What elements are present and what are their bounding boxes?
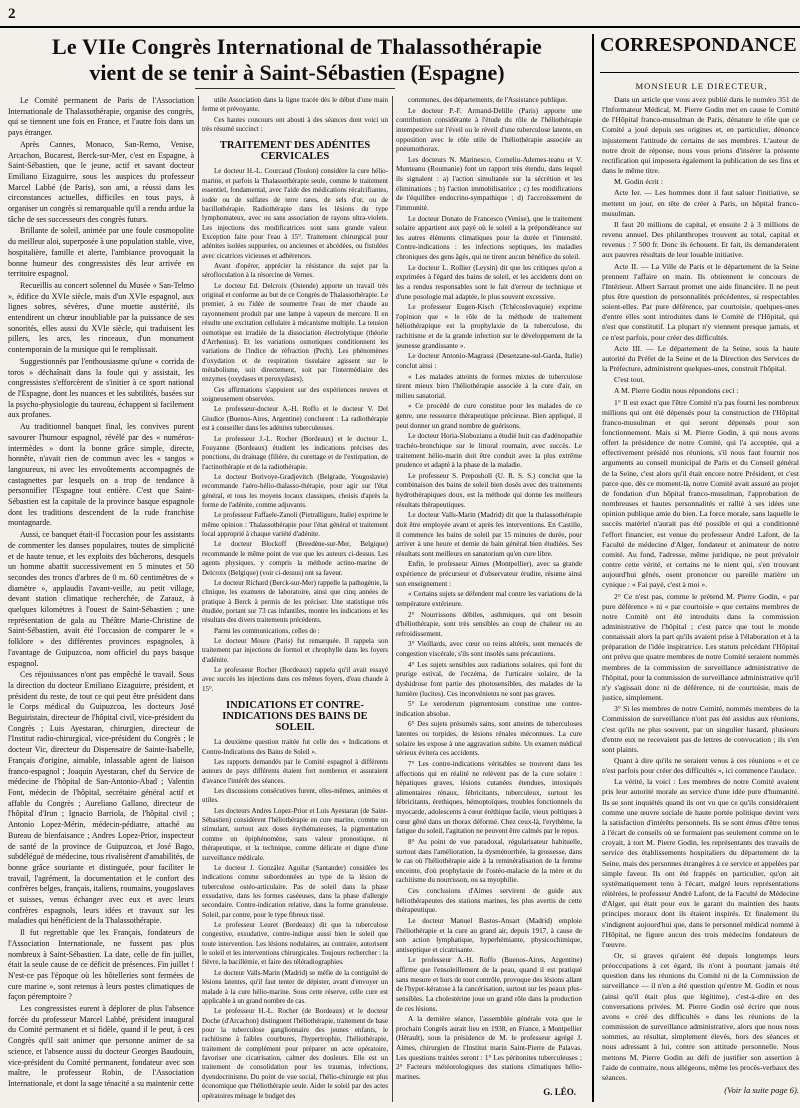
paragraph: La deuxième question traitée fut celle des « Indications et Contre-Indications des Bains de Soleil ». — [202, 738, 388, 756]
paragraph: Le docteur L. Rollier (Leysin) dit que les critiques qu'on a exprimées à l'égard des bains de soleil, et les accidents dont on les a rendus responsables sont le fait d'erreur de technique et d'une posologie mal adaptée, le plus souvent excessive. — [396, 263, 582, 301]
page-number: 2 — [8, 6, 16, 22]
paragraph: Le docteur Valls-Marin (Madrid) se méfie de la contiguïté de lésions latentes, qu'il faut tenter de dépister, avant d'envoyer un malade à la cure hélio-marine. Sous cette réserve, celle cure est applicable à un grand nombre de cas. — [202, 968, 388, 1005]
letter-paragraph: 1° Il est exact que l'être Comité n'a pas fourni les nombreux millions qui ont été dépensés pour la construction de l'Hôpital franco-musulman et qui seront dépensés pour son fonctionnement. Mais si M. Pierre Godin, à qui nous avons offert la présidence de notre Comité, qui l'a acceptée, qui a effectivement présidé nos réunions, s'il nous faut fournir nos arguments au conseil municipal de Paris et du Conseil général de la Seine, c'est alors qu'il était encore notre Président, et c'est parce que, dès ce moment-là, notre Comité avait assuré au projet de fondation d'un hôpital franco-musulman, l'approbation de nombreuses et hautes personnalités et rallié à ses idées une opinion publique amie du bien. La force morale, sans laquelle le succès matériel n'aurait pas été possible et qui a conditionné l'effort financier, est venue du professeur André Lafont, de la Faculté de médecine d'Alger, fondateur et animateur de notre comité. Au fond, l'adresse, même juridique, ne peut prévaloir contre cette vérité, et certains ne le nient qui, s'en trouvant aujourd'hui gênés, osent prononcer ou pareille matière un cynique : « Fai payé, c'est à moi ». — [602, 397, 799, 590]
paragraph: « Les malades atteints de formes mixtes de tuberculose tirent mieux bien l'héliothérapie associée à la cure d'air, en milieu sanatorial. — [396, 372, 582, 400]
header-divider — [195, 88, 395, 89]
column-divider — [392, 96, 393, 1102]
paragraph: A la dernière séance, l'assemblée générale vota que le prochain Congrès aurait lieu en 1938, en France, à Montpellier (Hérault), sous la présidence de M. le professeur agrégé J. Aimes, chirurgien de l'Institut marin Saint-Pierre de Palavas. Les questions traitées seront : 1° Les péritonites tuberculeuses ; 2° Facteurs météorologiques des stations climatiques hélio-marines. — [396, 1015, 582, 1081]
letter-paragraph: La vérité, la voici : Les membres de notre Comité avaient pris leur autorité morale au service d'une idée pure d'humanité. Ils se sont inquiétés quand ils ont vu que ce qu'ils considéraient comme une œuvre sociale de haute portée politique devint vers la satisfaction d'intérêts personnels. Ils se sont émus d'être tenus à l'écart de conseils où se formaient pas seulement comme on le croyait, à tort M. Pierre Godin, les représentants des travails de service des établissements hospitaliers du département de la Seine, mais des personnes étrangères à ce service et appelées par simple faveur. Ils ont été frappés en particulier, qu'on ait systématiquement tenu à l'écart, malgré leurs représentations réitérées, le professeur André Lafont, de la Faculté de Médecine d'Alger, qui était pour eux le garant du maintien des hauts principes moraux dont ils étaient inspirés. Et finalement ils s'indignent aujourd'hui que, dans le personnel médical nommé à l'Hôpital, ne figure aucun des trois médecins fondateurs de l'œuvre. — [602, 777, 799, 949]
paragraph: 5° Le xeroderum pigmentosum constitue une contre-indication absolue. — [396, 700, 582, 718]
paragraph: Aussi, ce banquet était-il l'occasion pour les assistants de commenter les danses populaires, toutes de simplicité et de haute tenue, et les exploits des bûcherons, desquels un homme abattit successivement en 5 minutes et 50 secondes des troncs d'arbres de 0 m. 60 centimètres de « diamètre », applaudis l'avant-veille, au petit village, devant station climatique recherchée, de Zarauz, à quelques kilomètres à l'ouest de Saint-Sébastien ; une représentation de gala au Théâtre Marie-Christine de Saint-Sébastien, avait été l'occasion de comparer le « folklore » des différentes provinces espagnoles, à l'avantage de Guipuzcoa, nom officiel du pays basque espagnol. — [8, 530, 194, 668]
paragraph: Le professeur-docteur A.-H. Roffo et le docteur V. Del Giudice (Buenos-Aires, Argentine) conclurent : La radiothérapie est à conseiller dans les adénites tuberculeuses. — [202, 405, 388, 433]
paragraph: 4° Les sujets sensibles aux radiations solaires, qui font du prurige estival, de l'eczéma, de l'urticaire solaire, de la dyshidrose font partie des photosensibles, des malades de la lumière (lucites). Ces inconvénients ne sont pas graves. — [396, 660, 582, 698]
paragraph: 7° Les contre-indications véritables se trouvent dans les affections qui en réalité ne relèvent pas de la cure solaire : hépatiques graves, lésions cutanées étendues, intoxiqués alimentaires rénaux, fébricitants, tuberculeux, surtout les fébricitants, érethiques, hémoptoïques, troubles fonctionnels du myocarde, adolescents à cœur éréthique facile, vieux poltiques à cœur gêné dans un thorax déformé. Chez ceux-là, l'erythème, la fatigue du soleil, l'agitation ne peuvent être calmés par le repos. — [396, 759, 582, 836]
letter-paragraph: 2° Ce n'est pas, comme le prétend M. Pierre Godin, « par pure déférence » ni « par courtoisie » que certains membres de notre Comité ont été introduits dans la commission administrative de l'hôpital ; c'est parce que tout le monde connaissait alors la part qu'ils avaient prise à l'élaboration et à la préparation de l'idée inspiratrice. Les statuts précédant l'Hôpital ont prévu que quatre membres de notre Comité seraient nommés membres de la commission de surveillance administrative de l'hôpital, pour la commission de surveillance administrative qu'il n'y s'agissait donc ni de déférence, ni de courtoisie, mais de justice, simplement. — [602, 591, 799, 703]
author-signature: G. LÉO. — [543, 1086, 576, 1097]
paragraph: Ces affirmations s'appuient sur des expériences neuves et soigneusement observées. — [202, 385, 388, 404]
paragraph: Le docteur Donato de Francesco (Venise), que le traitement solaire appartient aux payé où le soleil a la prépondérance sur les autres éléments climatiques pour la durée et l'intensité. Contre-indications : les infections septiques, les maladies chroniques des gens âgés, qui ne tirent aucun bénéfice du soleil. — [396, 214, 582, 261]
paragraph: Le professeur Eugen-Kisch (Tchécoslovaquie) exprime l'opinion que « le rôle de la méthode de traitement héliothérapique est la prophylaxie de la tuberculose, du rachitisme et de la grande infection sur le développement de la jeunesse grandissante ». — [396, 303, 582, 350]
paragraph: Le professeur J.-L. Rocher (Bordeaux) et le docteur L. Fouyanne (Bordeaux) étudient les indications précises des ponctions, du drainage (filière, du curettage et de l'extirpation, de l'actinothérapie et de la radiothérapie. — [202, 434, 388, 471]
paragraph: 2° Nourrissons débiles, asthmiques, qui ont besoin d'héliothérapie, sont très sensibles au coup de chaleur ou au refroidissement. — [396, 610, 582, 638]
letter-paragraph: C'est tout. — [614, 375, 645, 385]
paragraph: Le docteur Richard (Berck-sur-Mer) rappelle la pathogénie, la clinique, les examens de laboratoire, ainsi que cinq années de pratique à Berck à permis de les préciser. Une statistique très étudiée, portant sur 73 cas infantiles, montre les indications et les résultats des divers traitements précédents. — [202, 578, 388, 625]
letter-paragraph: Acte Ier. — Les hommes dont il faut saluer l'initiative, se mettent un jour, en tête de créer à Paris, un hôpital franco-musulman. — [602, 188, 799, 218]
paragraph: Le docteur Blockoff (Breedène-sur-Mer, Belgique) recommande le même point de vue que les auteurs ci-dessus. Les agents physiques, y compris la méthode actino-marine de Delcroix (Belgique) (voir ci-dessus) ont sa faveur. — [202, 540, 388, 577]
letter-body — [602, 95, 799, 1095]
paragraph: « Ce procédé de cure constitue pour les malades de ce genre, une ressource thérapeutique précieuse. Bien appliqué, il peut donner un grand nombre de guérisons. — [396, 402, 582, 430]
paragraph: Le professeur A.-H. Roffo (Buenos-Aires, Argentine) affirme que l'ensoleillement de la peau, quand il est pratiqué sans mesure et hors de tout contrôle, provoque des lésions allant de l'hyper-kératose à la cancérisation, surtout sur les peaux plus-sensibles. La cholestérine joue un grand rôle dans la production de ces lésions. — [396, 956, 582, 1013]
letter-paragraph: M. Godin écrit : — [614, 177, 663, 187]
paragraph: Les docteurs N. Marinesco, Corneliu-Ademes-teanu et V. Munteanu (Roumanie) font un rapport très étendu, dans lequel ils signalent : a) l'action simultanée sur la sécrétion et les éliminations ; b) l'action immobilisatrice ; c) les modifications de l'équilibre endocrino-sympathique ; d) l'accroissement de l'immunité. — [396, 155, 582, 212]
article-column-2 — [202, 96, 388, 1102]
paragraph: Après Cannes, Monaco, San-Remo, Venise, Arcachon, Bucarest, Berck-sur-Mer, c'est en Espagne, à Saint-Sébastien, que le jeune, actif et savant docteur Emiliano Eizaguirre, sous les auspices du professeur Marcel Labbé (de Paris), son ami, a réussi dans les circonstances actuelles, difficiles en tous pays, à organiser un congrès si remarquable qu'il a rendu ardue la tâche de ses successeurs des congrès futurs. — [8, 139, 194, 224]
paragraph: Le docteur Ed. Delcroix (Ostende) apporte un travail très original et conforme au but de ce Congrès de Thalassothérapie. Le premier, à eu l'idée de soumettre l'eau de mer chaude au rayonnement produit par une lampe à vapeurs de mercure. Il en résulte une excitation cellulaire à mécanisme multiple. La tension osmotique est irradiée de la dissociation électrolytique (théorie d'Arrhenius). Et les variations osmotiques conditionnent les variations de l'indice de réfraction (Pech). Les phénomènes d'oxydation et de respiration tissulaire agissent sur le métabolisme, soit directement, soit par l'intermédiaire des enzymes (oxydases et peroxydases). — [202, 281, 388, 384]
column-divider — [198, 96, 199, 1102]
top-rule — [0, 26, 800, 28]
letter-paragraph: Dans un article que vous avez publié dans le numéro 351 de l'Informateur Médical, M. Pierre Godin met en cause le Comité de l'Hôpital franco-musulman de Paris, dénature le rôle que ce Comité a joué depuis ses origines et, en particulier, dénonce injustement l'attitude de certains de ses membres. L'auteur de notre droit de réponse, nous vous prions d'insérer la présente rectification qui imposera également la publication de ses fins et dans le même titre. — [602, 95, 799, 176]
paragraph: Les congressistes eurent à déplorer de plus l'absence forcée du professeur Marcel Labbé, président inaugural du Comité permanent et si fidèle, quand il le peut, à ces Congrès qu'il sait animer que personne animer de sa science, et l'absence aussi du docteur Georges Baudouin, vice-président du Comité permanent, fondateur avec son maître, le professeur Robin, de l'Association Internationale, et dont la sage ténacité a su maintenir cette — [8, 1004, 194, 1088]
letter-paragraph: A M. Pierre Godin nous répondons ceci : — [614, 386, 739, 396]
paragraph: Ces hautes concours ont abouti à des séances dont voici un très résumé succinct : — [202, 115, 388, 134]
letter-paragraph: 3° Si les membres de notre Comité, nommés membres de la Commission de surveillance n'ont pas été assidus aux réunions, c'est qu'ils ne plus souvent, par un singulier hasard, plusieurs d'entre eux ne recevaient pas de lettres de convocation ; ils s'en sont plaints. — [602, 704, 799, 754]
paragraph: 8° Au point de vue paradoxal, régularisateur habituelle, surtout dans l'amélioration, la dysménorrhée, la grossesse, dans le cas où l'héliothérapie aide à la reminéralisation de la femme enceinte, d'où prophylaxie de l'ostéo-malacie de la mère et du rachitisme du nourrisson, ou sa myophilie. — [396, 837, 582, 885]
paragraph: Le Comité permanent de Paris de l'Association Internationale de Thalassothérapie, organise des congrès, qui se tiennent une fois en France, et l'autre fois dans un pays étranger. — [8, 96, 194, 138]
sidebar-title: CORRESPONDANCE — [600, 34, 797, 56]
letter-paragraph: Il faut 20 millions de capital, et ensuite 2 à 3 millions de revenu annuel. Des philanthropes trouvent au total, capital et revenus : 7 500 fr. Donc ils échouent. Et fait, ils demanderaient aux pauvres résultats de leur louable initiative. — [602, 219, 799, 260]
paragraph: Le docteur Valls-Marin (Madrid) dit que la thalassothérapie doit être employée avant et après les interventions. En Castille, il commence les bains de soleil par 15 minutes de durée, pour arriver à une heure et demie de bain général bien étudiées. Ses résultats sont meilleurs en sanatorium qu'en cure libre. — [396, 511, 582, 558]
continued-note: (Voir la suite page 6). — [724, 1085, 799, 1095]
paragraph: Les rapports demandés par le Comité espagnol à différents auteurs de pays différents étaient fort nombreux et assuraient d'avance l'intérêt des séances. — [202, 757, 388, 785]
letter-paragraph: Quant à dire qu'ils ne seraient venus à ces réunions « et ce n'est parfois pour créer des difficultés », ici commence l'audace. — [602, 756, 799, 776]
paragraph: Le docteur P.-F. Armand-Delille (Paris) apporte une contribution considérante à l'étude du rôle de l'héliothérapie intempestive sur l'éveil ou le réveil d'une tuberculose latente, en opposition avec le rôle utile de l'héliothérapie associée au pneumothorax. — [396, 106, 582, 154]
subheadline: vient de se tenir à Saint-Sébastien (Espagne) — [89, 60, 505, 85]
article-body — [8, 96, 582, 1102]
section-heading: INDICATIONS ET CONTRE-INDICATIONS DES BAINS DE SOLEIL — [222, 700, 368, 734]
letter-paragraph: Acte II. — La Ville de Paris et le département de la Seine prennent l'affaire en main. Ils obtiennent le concours de l'Intérieur. Albert Sarraut promet une aide financière. Il ne peut plus être question de personnalités précédentes, si respectables soient-elles. Par pure déférence, par courtoisie, quelques-unes d'entre elles sont introduites dans le Comité de l'Hôpital, qui n'est que constitutif. La plupart n'y viennent presque jamais, et ce n'est parfois, pour créer des difficultés. — [602, 261, 799, 342]
paragraph: Brillante de soleil, animée par une foule cosmopolite du meilleur aloi, superposée à une population stable, vive, hospitalière, famille et alerte, l'ambiance provoquait la bonne humeur des congressistes dès leur arrivée en territoire espagnol. — [8, 226, 194, 279]
paragraph: utile Association dans la ligne tracée dès le début d'une main ferme et prévoyante. — [202, 96, 388, 114]
correspondance-sidebar — [592, 34, 799, 1102]
paragraph: Le docteur Manuel Bastos-Ansart (Madrid) emploie l'héliothérapie et la cure au grand air, depuis 1917, à cause de son action lymphatique, hyperhémiante, physicochimique, antiseptique et cicatrisante. — [396, 916, 582, 954]
article-header — [8, 34, 586, 86]
paragraph: « Certains sujets se défendent mal contre les variations de la température extérieure. — [396, 590, 582, 608]
paragraph: Le docteur Antonio-Magrassi (Desenzane-sul-Garda, Italie) conclut ainsi : — [396, 352, 582, 370]
letter-paragraph: Or, si graves qu'aient été depuis longtemps leurs préoccupations à cet égard, ils n'ont à pourtant jamais été question dans les réunions du Comité ni de la Commission de surveillance — il n'en a été question qu'entre M. Godin et nous (ainsi qu'il était plus que légitime), c'est-à-dire en des conversations privées. M. Pierre Godin osé écrire que nous avons « créé des difficultés » dans les réunions de la commission de surveillance administrative, alors que nous nous sommes, au résultat, simplement élevés, hors des séances et nous adressant à lui, contre son attitude personnelle. Nous mettons M. Pierre Godin au défi de justifier son assertion à l'aide de contraire, nous allégeons, même les procès-verbaux des séances. — [602, 950, 799, 1082]
paragraph: Le professeur Leuret (Bordeaux) dit que la tuberculose congestive, exsudative, contre-indique aussi bien le soleil que toute intervention. Les lésions nodulaires, au contraire, autorisent le soleil et les interventions chirurgicales. Toujours rechercher : la fièvre, la bacillémie, et faire des téléradiographies. — [202, 921, 388, 967]
paragraph: Le docteur Borivoye-Gradjevitch (Belgrade, Yougoslavie) recommande l'aéro-hélio-thalasso-thérapie, pour agir sur l'état général, et tous les moyens locaux classiques, choisis d'après la forme de l'adénite, comme adjuvants. — [202, 472, 388, 510]
headline: Le VIIe Congrès International de Thalassothérapie — [52, 34, 542, 59]
paragraph: Le professeur H.-L. Rocher (de Bordeaux) et le docteur Doche (d'Arcachon) distinguent l'héliothérapie, traitement de base pour la tuberculose ganglionnaire des jeunes enfants, le rachitisme à faibles courbures, l'hypertrophie, l'héliothérapie, traitement de complément pour préparer un acte opératoire, favoriser une cicatrisation, calmer des douleurs. Elle est un traitement de consolidation pour les traumas, infections, dyendocrinisme. Du point de vue social, l'hélio-chirurgie est plus économique que l'héliothérapie seule. Aider le soleil par des actes opératoires ménage le budget des — [202, 1007, 388, 1100]
letter-paragraph: Acte III. — Le département de la Seine, sous la haute autorité du Préfet de la Seine et de la Direction des Services de la Préfecture, administrent quelques-unes, construit l'hôpital. — [602, 343, 799, 374]
paragraph: Le docteur Moure (Paris) fut remarquée. Il rappela son traitement par injections de formol et chrophylle dans les foyers d'adénite. — [202, 637, 388, 664]
paragraph: Avant d'opérer, apprécier la résistance du sujet par la sérofloculation à la résorcine de Vernes. — [202, 262, 388, 280]
sidebar-rule — [600, 72, 799, 73]
paragraph: Suggestionnés par l'enthousiasme qu'une « corrida de toros » déchaînait dans la foule qui y assistait, les congressistes s'efforcèrent de s'initier à ce sport national de l'Espagne, dont les nuances et les subtilités, basées sur la psycho-physiologie du taureau, échappent si facilement aux profanes. — [8, 356, 194, 420]
paragraph: Le docteur H.-L. Courcaud (Toulon) considère la cure hélio-marine, et parfois la Thalassothérapie seule, comme le traitement essentiel, fondamental, avec l'aide des médications récalcifiantes, iodée ou de sulfates de terre rares, de sels d'or, ou de bacillothérapie. Radiothérapie dans les lésions du type lymphomateux, avec ou sans association de rayons ultra-violets. Les injections des modificatrices sont sans grande valeur. Exception faite pour l'eau à 15°. Traitement chirurgical pour adénites isolées suppurées, ou anciennes et abcédées, ou fistulées avec cicatrices vicieuses et adhérences. — [202, 167, 388, 260]
paragraph: Le professeur Rocher (Bordeaux) rappela qu'il avait essayé avec succès les injections dans ces mêmes foyers, d'eau chaude à 15°. — [202, 666, 388, 693]
article-column-1 — [8, 96, 194, 1102]
paragraph: Enfin, le professeur Aimes (Montpellier), avec sa grande expérience de précurseur et d'observateur érudite, résume ainsi son enseignement : — [396, 560, 582, 588]
paragraph: Les docteurs Andres Lopez-Prior et Luis Ayestaran (de Saint-Sébastien) considèrent l'héliothérapie en cure marine, comme un stimulant, surtout aux doses érythémateuses, la pigmentation comme un épiphénomène, sans valeur pronostique, ni thérapeutique, et la technique, comme délicate et digne d'une surveillance médicale. — [202, 806, 388, 862]
paragraph: Au traditionnel banquet final, les convives purent savourer l'humour espagnol, révélé par des « numéros-intermèdes » dont la bonne grâce simple, directe, honnête, n'avait rien de commun avec les « tangos » langoureux, ni avec les envoûtements accompagnés de castagnettes par lesquels on a trop de tendance à personnifier l'Espagne tout entière. C'est que Saint-Sébastien est la capitale de la province basque espagnole dont les traditions descendent de la rude franchise montagnarde. — [8, 422, 194, 528]
paragraph: Ces conclusions d'Aimes servirent de guide aux héliothérapeutes des stations marines, les plus avertis de cette thérapeutique. — [396, 887, 582, 915]
paragraph: 3° Vieillards, avec cœur ou reins altérés, sont menacés de congestion viscérale, s'ils sont insolés sans précautions. — [396, 640, 582, 658]
paragraph: Le professeur Faffaele-Zanoli (Pietralligure, Italie) exprime le même opinion : Thalassothérapie pour l'état général et traitement local approprié à chaque variété d'adénite. — [202, 511, 388, 539]
salutation: MONSIEUR LE DIRECTEUR, — [635, 81, 768, 91]
paragraph: Il fut regrettable que les Français, fondateurs de l'Association Internationale, ne fussent pas plus nombreux à Saint-Sébastien. La date, celle de fin juillet, était la seule cause de ce déficit de présences. Fin juillet ! N'est-ce pas l'époque où les hôtelleries sont fermées de cure marine », sont retenus à leurs postes climatiques de façon péremptoire ? — [8, 928, 194, 1002]
paragraph: Les discussions consécutives furent, elles-mêmes, animées et utiles. — [202, 787, 388, 805]
paragraph: Le docteur Horia-Slobozianu a étudié huit cas d'adénopathie trachéo-bronchique sur le littoral roumain, avec succès. Le traitement hélio-marin doit être conduit avec la plus extrême prudence et adapté à la phase de la maladie. — [396, 432, 582, 470]
paragraph: Parmi les communications, celles de : — [214, 626, 320, 635]
paragraph: Le professeur S. Preposholl (U. R. S. S.) conclut que la combinaison des bains de soleil bien dosés avec des traitements hydrothérapiques doux, est la méthode qui donne les meilleurs résultats thérapeutiques. — [396, 471, 582, 509]
paragraph: Recueillis au concert solennel du Musée « San-Telmo », édifice du XVIe siècle, mais d'un XVIe espagnol, aux lignes sobres, sévères, d'une muette austérité, ils entendirent un chœur inoubliable par la puissance de ses sonorités, elles aussi du XVIe siècle, qui traduisent les pillers, les arcs, les rinceaux, d'un monument contemporain de la musique qui le remplissait. — [8, 280, 194, 355]
paragraph: 6° Des sujets présumés sains, sont atteints de tuberculoses latentes ou torpides, de lésions rénales méconnues. La cure solaire les expose à une aggravation subite. Un examen médical sérieux évitera ces accidents. — [396, 720, 582, 758]
paragraph: communes, des départements, de l'Assistance publique. — [408, 96, 568, 104]
paragraph: Ces réjouissances n'ont pas empêché le travail. Sous la direction du docteur Emiliano Eizaguirre, président, et président du reste, de tout ce qui peut être président dans le Corps médical du Guipuzcoa, les docteurs José Beguiristain, directeur de l'hôpital civil, vice-président du Congrès ; Luis Ayestaran, chirurgien, directeur de l'Institut radio-chirurgical, vice-président du Congrès ; le docteur Vic, directeur du Dispensaire de Sainte-Isabelle, Français d'origine, aimable, inlassable agent de liaison franco-espagnol ; Joaquin Ayestaran, chef du Service de médecine de l'hôpital de San-Antonio-Abad ; Valentin Font, médecin de l'hôpital, secrétaire général actif et affable du Congrès ; Aureliano Gallano, directeur de l'hôpital d'Irun ; Ignacio Barriola, de l'hôpital civil ; Antonio Lopez-Mérin, médecin-pédiatre, attaché au Bureau de bienfaisance ; Andres Lopez-Prior, inspecteur de santé de la province de Guipuzcoa, et José Bago, subdélégué de médecine, tous rivalisèrent d'amabilités, de bonne grâce souriante et distinguée, pour faciliter le travail, l'agrément, la documentation et le confort des confrères belges, français, italiens, roumains, yougoslaves et suisses, venus échanger avec eux et avec leurs confrères espagnols, leurs idées et travaux sur les maladies qui bénéficient de la Thalassothérapie. — [8, 670, 194, 926]
paragraph: Le docteur J. González Aguilar (Santander) considère les indications comme subordonnées au type de la lésion de tuberculose ostéo-articulaire. Pas de soleil dans la phase exsudative, dans les formes caséeuses, dans la phase d'allergie secondaire. Contre-indication relative, dans la forme granuleuse. Soleil, par contre, pour le type fibreux tissé. — [202, 863, 388, 919]
section-heading: TRAITEMENT DES ADÉNITES CERVICALES — [219, 140, 371, 163]
article-column-3 — [396, 96, 582, 1102]
